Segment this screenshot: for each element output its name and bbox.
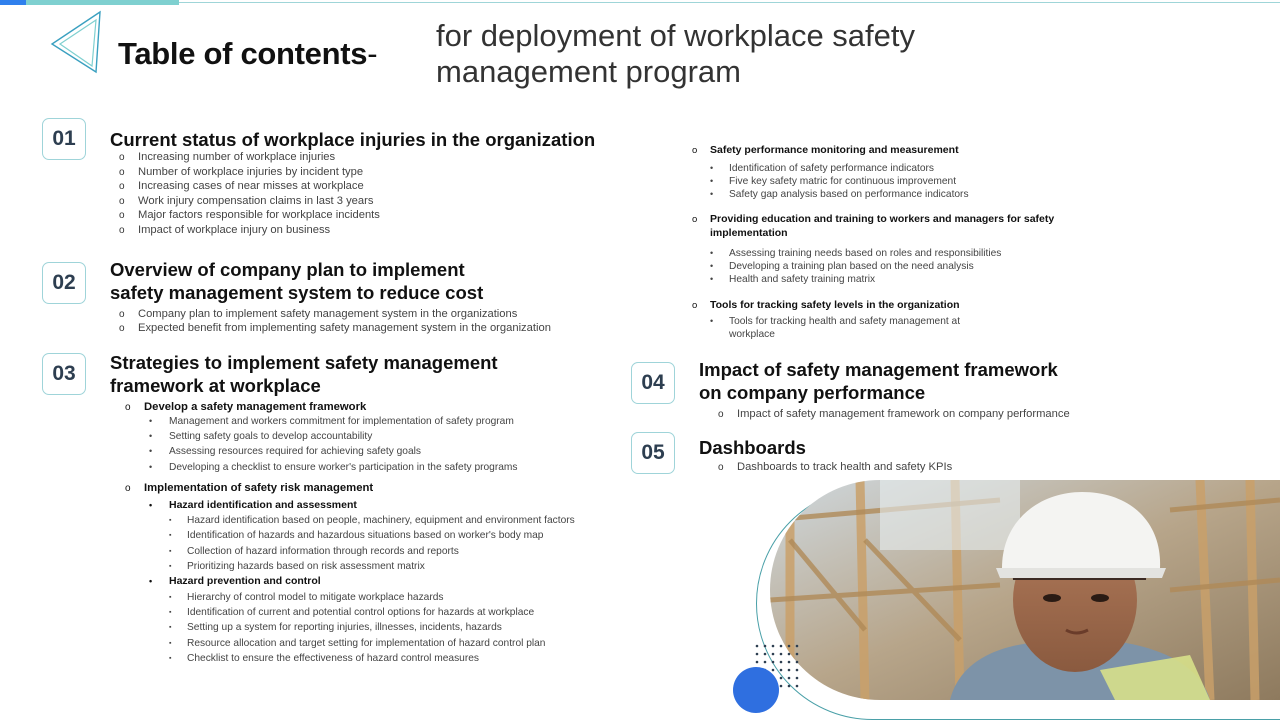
section-title: Strategies to implement safety management framework at workplace — [110, 352, 498, 396]
list-item: o Major factors responsible for workplace incidents — [119, 209, 380, 221]
section-title: Impact of safety management framework on company performance — [699, 359, 1058, 403]
list-item: • Assessing resources required for achieving safety goals — [149, 446, 421, 457]
list-item: • Developing a checklist to ensure worker's participation in the safety programs — [149, 462, 518, 473]
list-item: o Company plan to implement safety management system in the organizations — [119, 308, 518, 320]
subsection-heading: o Tools for tracking safety levels in the organization — [692, 299, 960, 311]
list-item: o Increasing cases of near misses at workplace — [119, 180, 364, 192]
page-subtitle: for deployment of workplace safety management program — [436, 18, 916, 89]
list-item: o Number of workplace injuries by incident type — [119, 165, 364, 178]
list-item: • Tools for tracking health and safety management at workplace — [710, 316, 961, 340]
list-item: o Impact of workplace injury on business — [119, 223, 331, 236]
list-item: ▪ Identification of current and potential control options for hazards at workplace — [169, 607, 535, 618]
worker-hardhat-photo — [770, 480, 1280, 700]
section-number-badge: 02 — [42, 262, 86, 304]
subsection-heading: o Develop a safety management framework — [125, 401, 367, 413]
section-number-badge: 03 — [42, 353, 86, 395]
triangle-logo-icon — [48, 10, 108, 78]
top-accent-line — [179, 2, 1280, 3]
list-item: ▪ Collection of hazard information through records and reports — [169, 546, 459, 557]
section-title: Overview of company plan to implement safety management system to reduce cost — [110, 259, 484, 303]
list-item: ▪ Hierarchy of control model to mitigate workplace hazards — [169, 592, 444, 603]
group-heading: • Hazard prevention and control — [149, 575, 321, 587]
subsection-heading: o Implementation of safety risk management — [125, 482, 374, 494]
list-item: • Five key safety matric for continuous improvement — [710, 176, 957, 187]
blue-circle-decoration — [733, 667, 779, 713]
top-accent-bar-teal — [26, 0, 179, 5]
section-number-badge: 05 — [631, 432, 675, 474]
top-accent-bar-blue — [0, 0, 26, 5]
list-item: • Assessing training needs based on roles and responsibilities — [710, 248, 1002, 259]
list-item: o Work injury compensation claims in last 3 years — [119, 194, 374, 207]
section-title: Dashboards — [699, 437, 806, 458]
list-item: o Impact of safety management framework on company performance — [718, 408, 1070, 420]
subsection-heading: o Providing education and training to workers and managers for safety implementation — [692, 213, 1055, 239]
list-item: • Management and workers commitment for implementation of safety program — [149, 416, 514, 427]
list-item: ▪ Hazard identification based on people, machinery, equipment and environment factors — [169, 515, 575, 526]
list-item: • Health and safety training matrix — [710, 274, 876, 285]
page-title: Table of contents- — [118, 36, 378, 71]
list-item: ▪ Prioritizing hazards based on risk assessment matrix — [169, 561, 425, 572]
list-item: ▪ Resource allocation and target setting for implementation of hazard control plan — [169, 638, 546, 649]
list-item: • Safety gap analysis based on performance indicators — [710, 189, 969, 200]
list-item: ▪ Checklist to ensure the effectiveness of hazard control measures — [169, 653, 480, 664]
list-item: • Identification of safety performance indicators — [710, 163, 934, 174]
list-item: o Dashboards to track health and safety KPIs — [718, 461, 953, 473]
subsection-heading: o Safety performance monitoring and measurement — [692, 144, 959, 156]
section-number-badge: 01 — [42, 118, 86, 160]
list-item: o Expected benefit from implementing safety management system in the organization — [119, 322, 551, 334]
list-item: o Increasing number of workplace injuries — [119, 151, 336, 163]
list-item: • Setting safety goals to develop accountability — [149, 431, 373, 442]
list-item: • Developing a training plan based on the need analysis — [710, 261, 974, 272]
list-item: ▪ Identification of hazards and hazardous situations based on worker's body map — [169, 530, 544, 541]
group-heading: • Hazard identification and assessment — [149, 499, 357, 511]
section-number-badge: 04 — [631, 362, 675, 404]
section-title: Current status of workplace injuries in the organization — [110, 129, 596, 150]
list-item: ▪ Setting up a system for reporting injuries, illnesses, incidents, hazards — [169, 622, 502, 633]
